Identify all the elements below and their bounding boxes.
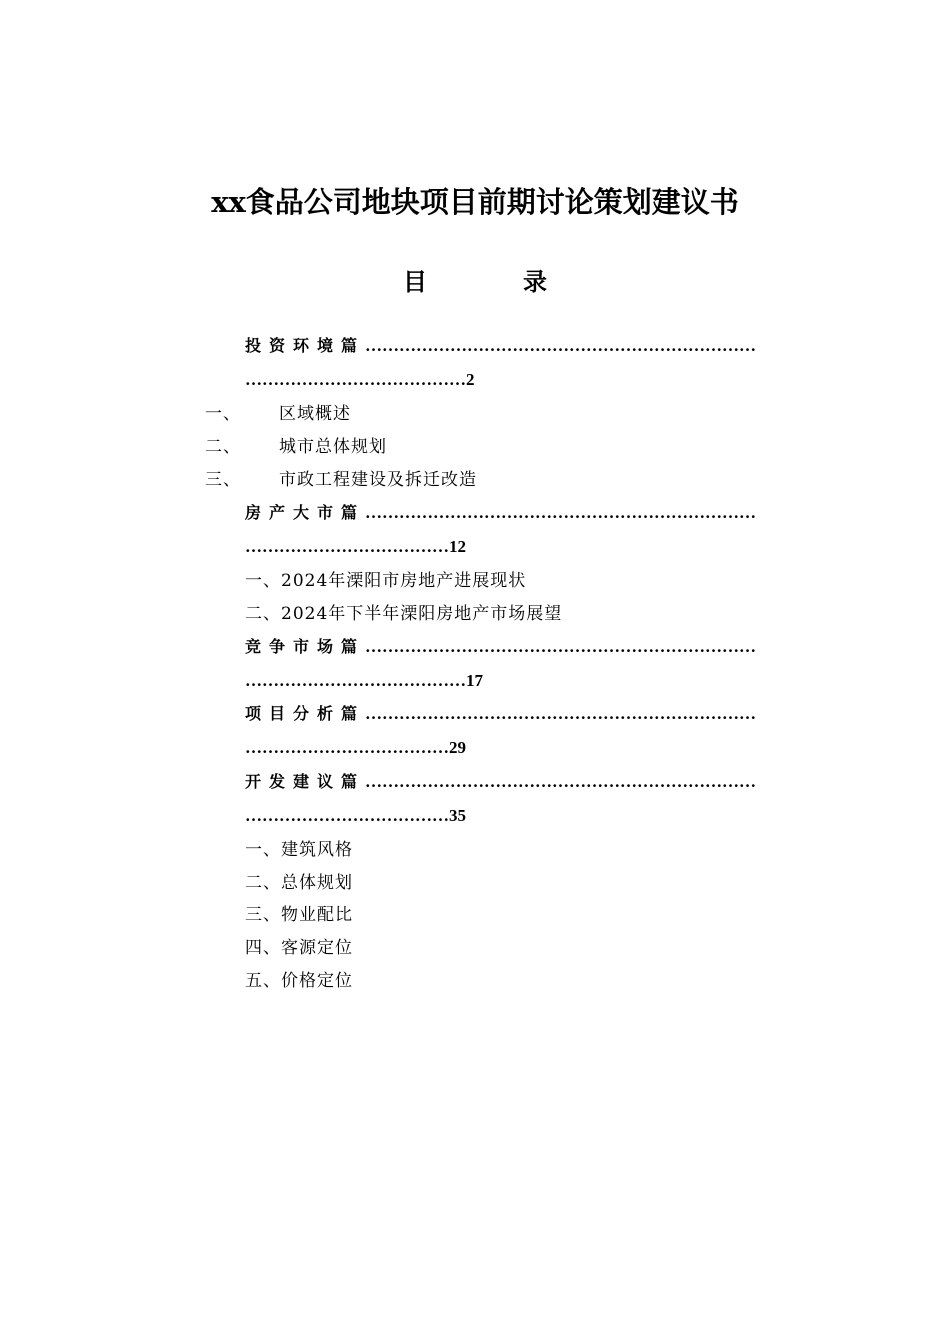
toc-item-city-plan[interactable] xyxy=(205,435,387,459)
dot-leader: …………………………………………………………… xyxy=(365,336,757,355)
toc-item-property-ratio[interactable]: 三、物业配比 xyxy=(245,905,353,925)
toc-heading xyxy=(0,264,950,300)
toc-part-page: ………………………………12 xyxy=(245,537,466,556)
dot-leader: …………………………………………………………… xyxy=(365,637,757,656)
toc-part-investment[interactable] xyxy=(245,334,807,358)
toc-part-name: 房产大市篇 xyxy=(245,503,366,522)
toc-heading-char-1: 目 xyxy=(403,268,427,296)
toc-item-municipal[interactable] xyxy=(205,468,477,492)
document-title: xx食品公司地块项目前期讨论策划建议书 xyxy=(211,185,739,219)
toc-part-development[interactable] xyxy=(245,770,807,794)
toc-item-price-position[interactable]: 五、价格定位 xyxy=(245,971,353,991)
toc-part-page: ………………………………35 xyxy=(245,806,466,825)
toc-heading-char-2: 录 xyxy=(523,268,547,296)
toc-part-real-estate[interactable] xyxy=(245,501,807,525)
toc-part-name: 竞争市场篇 xyxy=(245,637,366,656)
dot-leader: …………………………………………………………… xyxy=(365,772,757,791)
toc-item-2024-status[interactable]: 一、2024年溧阳市房地产进展现状 xyxy=(245,571,527,591)
toc-item-number: 二、 xyxy=(205,437,241,457)
toc-item-number: 三、 xyxy=(205,470,241,490)
toc-item-2024-outlook[interactable]: 二、2024年下半年溧阳房地产市场展望 xyxy=(245,604,563,624)
toc-item-label: 城市总体规划 xyxy=(279,437,387,457)
toc-part-competition[interactable] xyxy=(245,635,807,659)
toc-item-region-overview[interactable] xyxy=(205,402,351,426)
toc-item-number: 一、 xyxy=(205,404,241,424)
toc-part-page: …………………………………2 xyxy=(245,370,475,389)
dot-leader: …………………………………………………………… xyxy=(365,503,757,522)
toc-part-page: …………………………………17 xyxy=(245,671,483,690)
toc-item-customer-position[interactable]: 四、客源定位 xyxy=(245,938,353,958)
dot-leader: …………………………………………………………… xyxy=(365,704,757,723)
toc-part-name: 项目分析篇 xyxy=(245,704,366,723)
toc-part-name: 开发建议篇 xyxy=(245,772,366,791)
toc-item-label: 市政工程建设及拆迁改造 xyxy=(279,470,477,490)
toc-part-name: 投资环境篇 xyxy=(245,336,366,355)
toc-part-page: ………………………………29 xyxy=(245,738,466,757)
toc-item-architecture[interactable]: 一、建筑风格 xyxy=(245,840,353,860)
toc-item-master-plan[interactable]: 二、总体规划 xyxy=(245,873,353,893)
toc-item-label: 区域概述 xyxy=(279,404,351,424)
toc-part-project-analysis[interactable] xyxy=(245,702,807,726)
